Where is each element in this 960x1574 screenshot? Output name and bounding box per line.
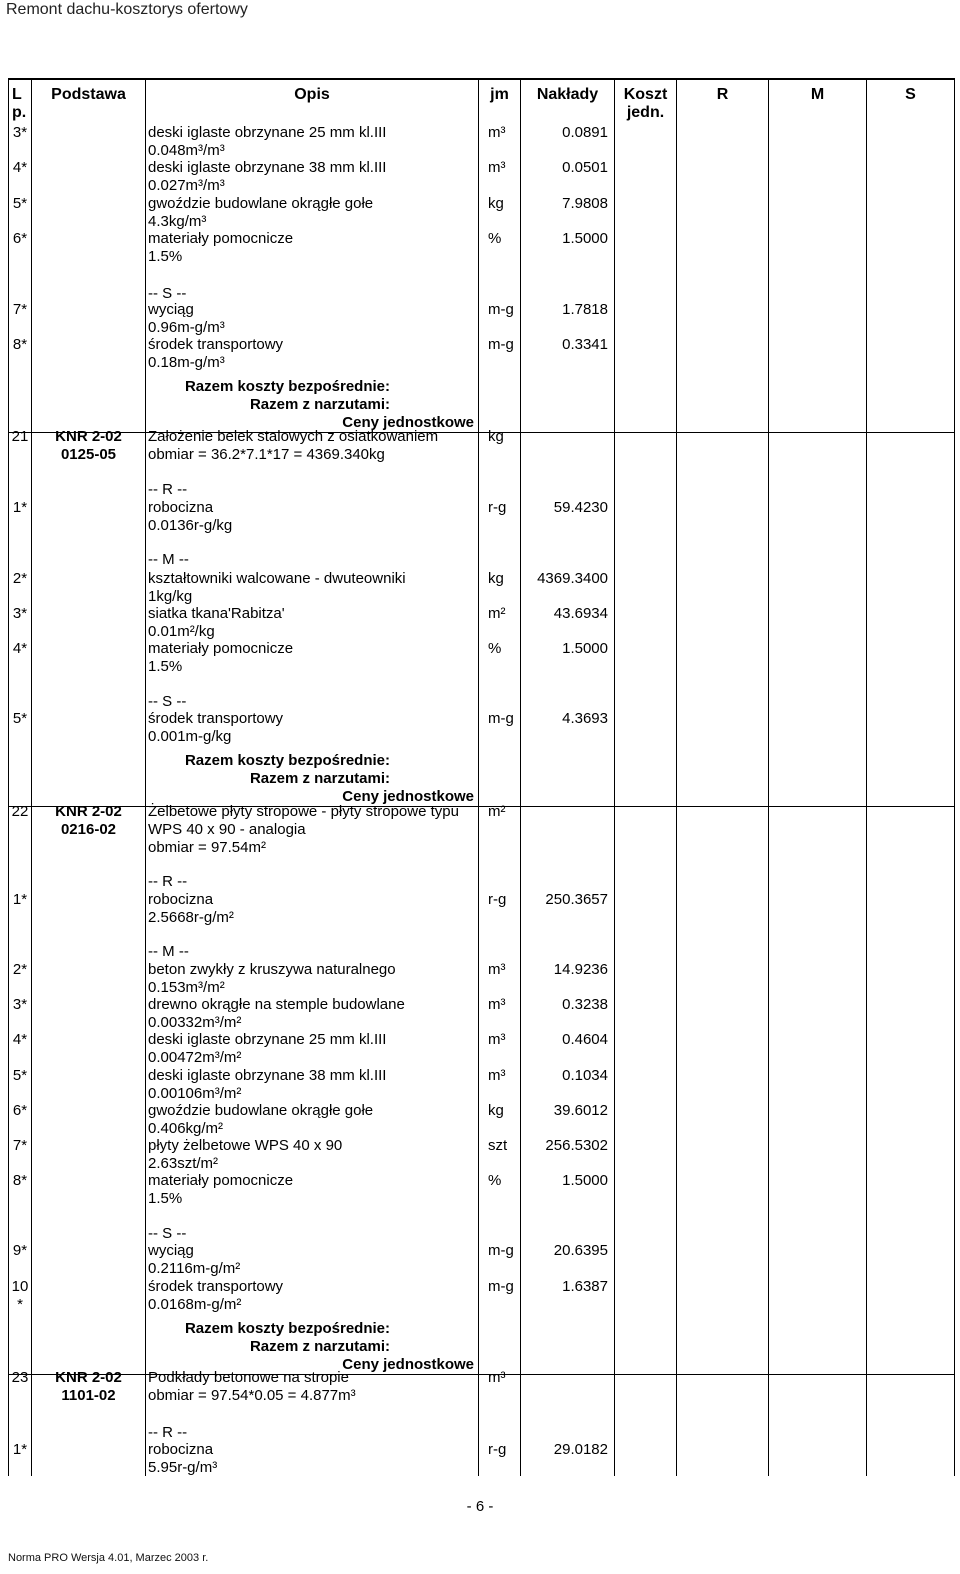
item-quantity: 250.3657 [545, 891, 608, 908]
item-quantity: 0.3238 [562, 996, 608, 1013]
col-divider-naklady [614, 80, 615, 1476]
item-norm: 5.95r-g/m³ [148, 1459, 218, 1476]
item-norm: 0.2116m-g/m² [148, 1260, 241, 1277]
item-unit: % [488, 1172, 502, 1189]
header-jm: jm [490, 86, 509, 103]
section-marker: -- M -- [148, 551, 189, 568]
item-norm: 0.00106m³/m² [148, 1085, 242, 1102]
item-name: środek transportowy [148, 336, 284, 353]
item-quantity: 0.1034 [562, 1067, 608, 1084]
summary-direct-costs: Razem koszty bezpośrednie: [184, 378, 390, 395]
item-unit: kg [488, 1102, 504, 1119]
item-quantity: 0.4604 [562, 1031, 608, 1048]
item-lp: 1* [12, 1441, 28, 1458]
header-lp: p. [12, 104, 27, 121]
item-unit: m³ [488, 961, 506, 978]
item-norm: 0.001m-g/kg [148, 728, 232, 745]
item-unit: kg [488, 570, 504, 587]
item-name: wyciąg [148, 301, 194, 318]
knr-base: 1101-02 [61, 1387, 116, 1404]
item-name: płyty żelbetowe WPS 40 x 90 [148, 1137, 343, 1154]
item-name: kształtowniki walcowane - dwuteowniki [148, 570, 406, 587]
section-marker: -- R -- [148, 873, 188, 890]
item-lp: 6* [12, 1102, 28, 1119]
item-quantity: 4.3693 [562, 710, 608, 727]
item-norm: 4.3kg/m³ [148, 213, 207, 230]
col-divider-opis [478, 80, 479, 1476]
knr-base: KNR 2-02 [55, 803, 122, 820]
item-unit: % [488, 230, 502, 247]
item-lp: 5* [12, 195, 28, 212]
position-description: WPS 40 x 90 - analogia [148, 821, 306, 838]
item-norm: 0.406kg/m² [148, 1120, 224, 1137]
position-description: obmiar = 97.54m² [148, 839, 266, 856]
item-quantity: 14.9236 [553, 961, 608, 978]
item-quantity: 43.6934 [553, 605, 608, 622]
unit: m² [488, 803, 506, 820]
item-name: beton zwykły z kruszywa naturalnego [148, 961, 396, 978]
item-lp: * [17, 1296, 23, 1313]
item-unit: m-g [488, 1242, 514, 1259]
item-unit: m³ [488, 996, 506, 1013]
item-name: materiały pomocnicze [148, 230, 294, 247]
summary-unit-prices: Ceny jednostkowe [342, 414, 474, 431]
item-norm: 0.18m-g/m³ [148, 354, 225, 371]
item-name: gwoździe budowlane okrągłe gołe [148, 1102, 374, 1119]
summary-with-overheads: Razem z narzutami: [249, 396, 390, 413]
item-unit: m-g [488, 301, 514, 318]
item-lp: 5* [12, 710, 28, 727]
item-quantity: 1.5000 [562, 230, 608, 247]
window-title: Remont dachu-kosztorys ofertowy [6, 1, 248, 18]
item-name: robocizna [148, 499, 214, 516]
item-unit: r-g [488, 891, 507, 908]
header-s: S [905, 86, 916, 103]
position-description: Założenie belek stalowych z osiatkowaniem [148, 428, 439, 445]
item-norm: 1.5% [148, 658, 183, 675]
col-divider-koszt [676, 80, 677, 1476]
item-lp: 8* [12, 1172, 28, 1189]
section-marker: -- S -- [148, 285, 187, 302]
item-norm: 1kg/kg [148, 588, 193, 605]
item-unit: m-g [488, 1278, 514, 1295]
item-quantity: 4369.3400 [537, 570, 608, 587]
item-name: siatka tkana'Rabitza' [148, 605, 285, 622]
item-lp: 10 [11, 1278, 29, 1295]
item-lp: 2* [12, 570, 28, 587]
knr-base: KNR 2-02 [55, 428, 122, 445]
item-quantity: 20.6395 [553, 1242, 608, 1259]
col-divider-m [866, 80, 867, 1476]
item-name: robocizna [148, 891, 214, 908]
item-lp: 8* [12, 336, 28, 353]
item-quantity: 0.0501 [562, 159, 608, 176]
item-norm: 0.048m³/m³ [148, 142, 225, 159]
unit: m³ [488, 1369, 506, 1386]
item-unit: r-g [488, 1441, 507, 1458]
item-quantity: 0.3341 [562, 336, 608, 353]
col-divider-r [768, 80, 769, 1476]
item-quantity: 1.6387 [562, 1278, 608, 1295]
item-name: materiały pomocnicze [148, 640, 294, 657]
item-quantity: 7.9808 [562, 195, 608, 212]
item-name: materiały pomocnicze [148, 1172, 294, 1189]
item-name: drewno okrągłe na stemple budowlane [148, 996, 405, 1013]
item-unit: m-g [488, 336, 514, 353]
item-quantity: 256.5302 [545, 1137, 608, 1154]
item-norm: 0.00332m³/m² [148, 1014, 242, 1031]
summary-unit-prices: Ceny jednostkowe [342, 788, 474, 805]
col-divider-jm [520, 80, 521, 1476]
item-quantity: 59.4230 [553, 499, 608, 516]
section-marker: -- R -- [148, 481, 188, 498]
header-naklady: Nakłady [536, 86, 599, 103]
item-lp: 4* [12, 159, 28, 176]
item-name: środek transportowy [148, 1278, 284, 1295]
knr-base: KNR 2-02 [55, 1369, 122, 1386]
item-unit: m² [488, 605, 506, 622]
item-quantity: 1.5000 [562, 1172, 608, 1189]
position-number: 23 [11, 1369, 29, 1386]
position-description: Podkłady betonowe na stropie [148, 1369, 349, 1386]
item-unit: m-g [488, 710, 514, 727]
header-koszt: Koszt [623, 86, 668, 103]
item-name: robocizna [148, 1441, 214, 1458]
item-unit: szt [488, 1137, 508, 1154]
summary-direct-costs: Razem koszty bezpośrednie: [184, 752, 390, 769]
position-description: Żelbetowe płyty stropowe - płyty stropowe typu [148, 803, 459, 820]
position-number: 21 [11, 428, 29, 445]
item-lp: 4* [12, 1031, 28, 1048]
header-m: M [810, 86, 825, 103]
item-quantity: 29.0182 [553, 1441, 608, 1458]
item-quantity: 39.6012 [553, 1102, 608, 1119]
table-right-border [954, 80, 955, 1476]
item-norm: 0.01m²/kg [148, 623, 215, 640]
position-description: obmiar = 97.54*0.05 = 4.877m³ [148, 1387, 356, 1404]
item-lp: 5* [12, 1067, 28, 1084]
item-norm: 0.0136r-g/kg [148, 517, 233, 534]
col-divider-lp [31, 80, 32, 1476]
item-lp: 7* [12, 1137, 28, 1154]
summary-with-overheads: Razem z narzutami: [249, 770, 390, 787]
item-unit: r-g [488, 499, 507, 516]
table-left-border [8, 80, 9, 1476]
item-lp: 3* [12, 124, 28, 141]
summary-direct-costs: Razem koszty bezpośrednie: [184, 1320, 390, 1337]
item-quantity: 1.7818 [562, 301, 608, 318]
item-lp: 1* [12, 499, 28, 516]
item-unit: m³ [488, 1067, 506, 1084]
item-unit: % [488, 640, 502, 657]
item-norm: 0.0168m-g/m² [148, 1296, 242, 1313]
item-norm: 0.96m-g/m³ [148, 319, 225, 336]
knr-base: 0216-02 [60, 821, 117, 838]
item-norm: 2.5668r-g/m² [148, 909, 234, 926]
section-marker: -- M -- [148, 943, 189, 960]
item-lp: 2* [12, 961, 28, 978]
header-lp: L [12, 86, 22, 103]
item-unit: kg [488, 195, 504, 212]
item-name: wyciąg [148, 1242, 194, 1259]
knr-base: 0125-05 [60, 446, 117, 463]
section-marker: -- S -- [148, 1225, 187, 1242]
section-marker: -- R -- [148, 1424, 188, 1441]
item-name: środek transportowy [148, 710, 284, 727]
item-name: deski iglaste obrzynane 25 mm kl.III [148, 1031, 387, 1048]
header-koszt: jedn. [626, 104, 665, 121]
unit: kg [488, 428, 504, 445]
item-lp: 3* [12, 605, 28, 622]
summary-with-overheads: Razem z narzutami: [249, 1338, 390, 1355]
item-norm: 1.5% [148, 1190, 183, 1207]
header-opis: Opis [294, 86, 330, 103]
item-quantity: 1.5000 [562, 640, 608, 657]
section-marker: -- S -- [148, 693, 187, 710]
item-quantity: 0.0891 [562, 124, 608, 141]
item-name: deski iglaste obrzynane 38 mm kl.III [148, 159, 387, 176]
item-name: deski iglaste obrzynane 25 mm kl.III [148, 124, 387, 141]
summary-unit-prices: Ceny jednostkowe [342, 1356, 474, 1373]
item-unit: m³ [488, 159, 506, 176]
item-norm: 1.5% [148, 248, 183, 265]
header-r: R [716, 86, 729, 103]
item-norm: 0.027m³/m³ [148, 177, 225, 194]
item-lp: 9* [12, 1242, 28, 1259]
item-lp: 6* [12, 230, 28, 247]
item-unit: m³ [488, 124, 506, 141]
item-norm: 0.00472m³/m² [148, 1049, 242, 1066]
software-version-note: Norma PRO Wersja 4.01, Marzec 2003 r. [8, 1552, 209, 1564]
header-podstawa: Podstawa [51, 86, 126, 103]
item-lp: 1* [12, 891, 28, 908]
position-number: 22 [11, 803, 29, 820]
item-norm: 2.63szt/m² [148, 1155, 219, 1172]
item-lp: 4* [12, 640, 28, 657]
item-name: gwoździe budowlane okrągłe gołe [148, 195, 374, 212]
position-description: obmiar = 36.2*7.1*17 = 4369.340kg [148, 446, 385, 463]
item-unit: m³ [488, 1031, 506, 1048]
table-top-border [8, 78, 955, 80]
item-lp: 3* [12, 996, 28, 1013]
item-name: deski iglaste obrzynane 38 mm kl.III [148, 1067, 387, 1084]
page-number: - 6 - [466, 1498, 494, 1515]
item-lp: 7* [12, 301, 28, 318]
item-norm: 0.153m³/m² [148, 979, 225, 996]
